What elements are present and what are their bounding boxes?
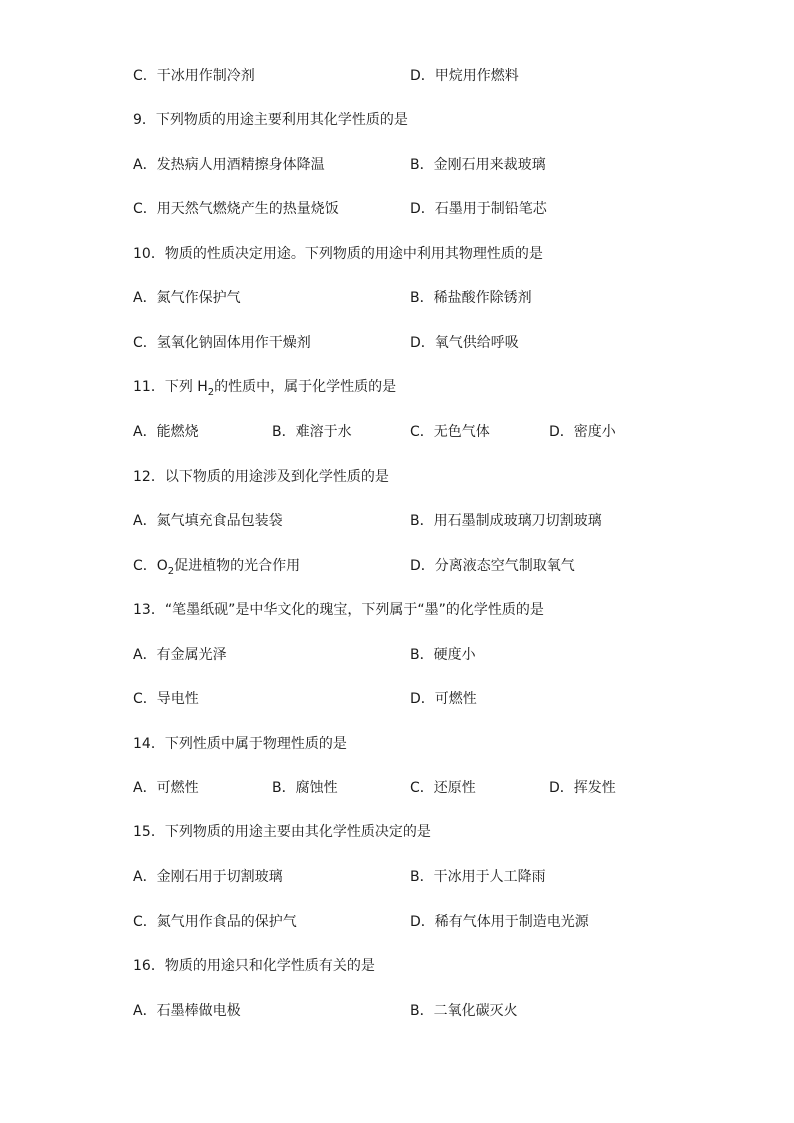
q9-option-a: A．发热病人用酒精擦身体降温	[133, 157, 325, 173]
q11-option-b: B．难溶于水	[272, 424, 352, 440]
q10-stem: 10．物质的性质决定用途。下列物质的用途中利用其物理性质的是	[133, 246, 543, 262]
q14-stem: 14．下列性质中属于物理性质的是	[133, 736, 347, 752]
q9-option-b: B．金刚石用来裁玻璃	[410, 157, 546, 173]
q16-option-a: A．石墨棒做电极	[133, 1003, 241, 1019]
q9-option-c: C．用天然气燃烧产生的热量烧饭	[133, 201, 339, 217]
q12-option-d: D．分离液态空气制取氧气	[410, 558, 575, 574]
q15-stem: 15．下列物质的用途主要由其化学性质决定的是	[133, 824, 431, 840]
q12-stem: 12．以下物质的用途涉及到化学性质的是	[133, 469, 389, 485]
q15-option-c: C．氮气用作食品的保护气	[133, 914, 297, 930]
q16-stem: 16．物质的用途只和化学性质有关的是	[133, 958, 375, 974]
q11-stem: 11．下列 $H_2$的性质中，属于化学性质的是	[133, 379, 397, 398]
q12-option-a: A．氮气填充食品包装袋	[133, 513, 283, 529]
q16-option-b: B．二氧化碳灭火	[410, 1003, 518, 1019]
q15-option-b: B．干冰用于人工降雨	[410, 869, 546, 885]
q14-option-d: D．挥发性	[549, 780, 616, 796]
q14-option-b: B．腐蚀性	[272, 780, 338, 796]
q9-stem: 9．下列物质的用途主要利用其化学性质的是	[133, 112, 408, 128]
q11-option-d: D．密度小	[549, 424, 616, 440]
q8-option-c: C．干冰用作制冷剂	[133, 68, 255, 84]
q10-option-d: D．氧气供给呼吸	[410, 335, 519, 351]
q14-option-a: A．可燃性	[133, 780, 199, 796]
q10-option-b: B．稀盐酸作除锈剂	[410, 290, 532, 306]
q11-option-c: C．无色气体	[410, 424, 490, 440]
q10-option-a: A．氮气作保护气	[133, 290, 241, 306]
q12-option-b: B．用石墨制成玻璃刀切割玻璃	[410, 513, 602, 529]
q15-option-d: D．稀有气体用于制造电光源	[410, 914, 589, 930]
q13-stem: 13．“笔墨纸砚”是中华文化的瑰宝，下列属于“墨”的化学性质的是	[133, 602, 544, 618]
q15-option-a: A．金刚石用于切割玻璃	[133, 869, 283, 885]
q13-option-b: B．硬度小	[410, 647, 476, 663]
q12-option-c: C．$O_2$促进植物的光合作用	[133, 558, 301, 577]
q8-option-d: D．甲烷用作燃料	[410, 68, 519, 84]
q14-option-c: C．还原性	[410, 780, 476, 796]
q13-option-d: D．可燃性	[410, 691, 477, 707]
q13-option-a: A．有金属光泽	[133, 647, 227, 663]
q11-option-a: A．能燃烧	[133, 424, 199, 440]
q13-option-c: C．导电性	[133, 691, 199, 707]
q9-option-d: D．石墨用于制铅笔芯	[410, 201, 547, 217]
q10-option-c: C．氢氧化钠固体用作干燥剂	[133, 335, 311, 351]
